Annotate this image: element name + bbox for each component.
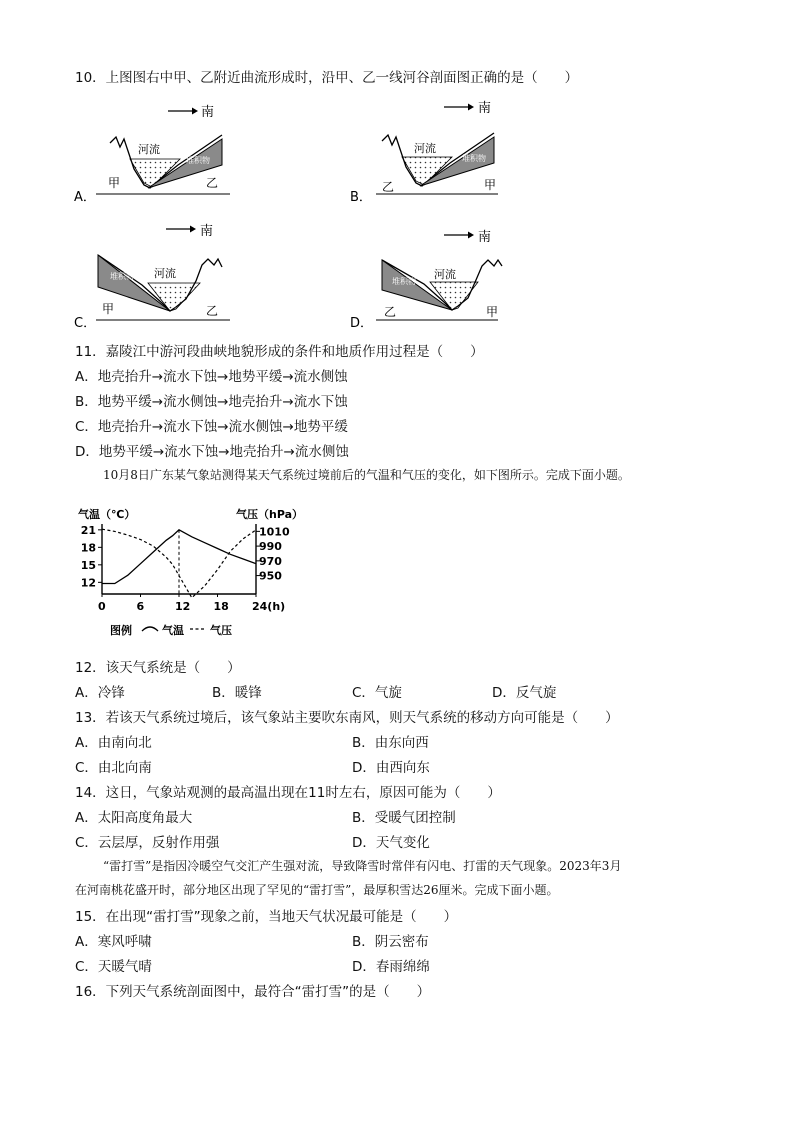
question-10-text: 10．上图图右中甲、乙附近曲流形成时，沿甲、乙一线河谷剖面图正确的是（ ） (75, 70, 579, 86)
diagram-a (68, 95, 238, 205)
right-axis-title: 气压（hPa） (236, 508, 304, 521)
legend-press-label: 气压 (210, 624, 232, 637)
direction-label: 南 (200, 224, 214, 239)
river-label: 河流 (138, 143, 160, 156)
diagram-c (68, 215, 238, 330)
right-tick-label: 970 (259, 554, 282, 568)
x-tick-label: 6 (136, 600, 145, 613)
deposit-label: 堆积物 (392, 277, 416, 286)
option-letter-a: A． (74, 190, 96, 205)
question-14-option-d: D．天气变化 (352, 835, 430, 851)
legend-temp-label: 气温 (162, 624, 184, 637)
question-12-option-a: A．冷锋 (75, 685, 125, 701)
deposit-label: 堆积物 (186, 156, 210, 165)
x-tick-label: 12 (175, 600, 191, 613)
left-endpoint-label: 乙 (384, 305, 397, 319)
left-endpoint-label: 乙 (382, 180, 395, 194)
arrow-right-icon (192, 108, 198, 115)
left-tick-label: 21 (80, 523, 96, 537)
question-13-text: 13．若该天气系统过境后，该气象站主要吹东南风，则天气系统的移动方向可能是（ ） (75, 710, 619, 726)
question-12-option-b: B．暖锋 (212, 685, 262, 701)
question-15-option-d: D．春雨绵绵 (352, 959, 430, 975)
passage-thunder-snow-line2: 在河南桃花盛开时，部分地区出现了罕见的“雷打雪”，最厚积雪达26厘米。完成下面小题。 (75, 883, 559, 897)
question-13-option-d: D．由西向东 (352, 760, 430, 776)
passage-weather-system: 10月8日广东某气象站测得某天气系统过境前后的气温和气压的变化，如下图所示。完成下面小题。 (103, 468, 630, 482)
question-14-option-b: B．受暖气团控制 (352, 810, 456, 826)
right-endpoint-label: 乙 (206, 304, 219, 318)
river-label: 河流 (154, 267, 176, 280)
x-tick-label: 0 (98, 600, 106, 613)
question-15-option-a: A．寒风呼啸 (75, 934, 152, 950)
legend-temp-symbol (142, 627, 158, 631)
left-axis-title: 气温（℃） (78, 508, 136, 521)
right-tick-label: 990 (259, 540, 282, 554)
direction-label: 南 (478, 230, 492, 245)
question-11-option-d: D．地势平缓→流水下蚀→地壳抬升→流水侧蚀 (75, 444, 349, 460)
question-11-option-b: B．地势平缓→流水侧蚀→地壳抬升→流水下蚀 (75, 394, 348, 410)
diagram-d (348, 220, 518, 330)
river-label: 河流 (414, 142, 436, 155)
question-11-option-c: C．地壳抬升→流水下蚀→流水侧蚀→地势平缓 (75, 419, 348, 435)
right-endpoint-label: 甲 (484, 178, 497, 192)
x-tick-label: 18 (213, 600, 229, 613)
river-label: 河流 (434, 268, 456, 281)
question-12-option-d: D．反气旋 (492, 685, 557, 701)
deposit-label: 堆积物 (462, 154, 486, 163)
right-endpoint-label: 甲 (486, 305, 499, 319)
left-tick-label: 18 (80, 541, 96, 555)
question-15-option-b: B．阴云密布 (352, 934, 429, 950)
question-12-text: 12．该天气系统是（ ） (75, 660, 241, 676)
question-14-option-c: C．云层厚，反射作用强 (75, 835, 220, 851)
direction-label: 南 (201, 105, 215, 120)
diagram-b (348, 95, 518, 205)
question-14-text: 14．这日，气象站观测的最高温出现在11时左右，原因可能为（ ） (75, 785, 501, 801)
right-endpoint-label: 乙 (206, 176, 219, 190)
question-16-text: 16．下列天气系统剖面图中，最符合“雷打雪”的是（ ） (75, 984, 431, 1000)
arrow-right-icon (468, 232, 474, 239)
question-15-option-c: C．天暖气晴 (75, 959, 152, 975)
question-13-option-a: A．由南向北 (75, 735, 152, 751)
question-13-option-c: C．由北向南 (75, 760, 152, 776)
passage-thunder-snow-line1: “雷打雪”是指因冷暖空气交汇产生强对流，导致降雪时常伴有闪电、打雷的天气现象。2023年3月 (103, 859, 622, 873)
x-tick-label: 24(h) (252, 600, 286, 613)
question-15-text: 15．在出现“雷打雪”现象之前，当地天气状况最可能是（ ） (75, 909, 458, 925)
legend-prefix: 图例 (110, 624, 132, 637)
deposit-label: 堆积物 (110, 272, 134, 281)
question-13-option-b: B．由东向西 (352, 735, 429, 751)
left-tick-label: 12 (80, 576, 96, 590)
left-tick-label: 15 (80, 558, 96, 572)
arrow-right-icon (190, 226, 196, 233)
question-12-option-c: C．气旋 (352, 685, 402, 701)
arrow-right-icon (468, 104, 474, 111)
temperature-pressure-chart (72, 502, 312, 640)
question-14-option-a: A．太阳高度角最大 (75, 810, 193, 826)
right-tick-label: 950 (259, 569, 282, 583)
direction-label: 南 (478, 101, 492, 116)
left-endpoint-label: 甲 (102, 302, 115, 316)
option-letter-b: B． (350, 190, 372, 205)
question-11-option-a: A．地壳抬升→流水下蚀→地势平缓→流水侧蚀 (75, 369, 348, 385)
option-letter-c: C． (74, 316, 97, 330)
question-11-text: 11．嘉陵江中游河段曲峡地貌形成的条件和地质作用过程是（ ） (75, 344, 484, 360)
option-letter-d: D． (350, 316, 374, 330)
left-endpoint-label: 甲 (108, 176, 121, 190)
right-tick-label: 1010 (259, 525, 290, 539)
